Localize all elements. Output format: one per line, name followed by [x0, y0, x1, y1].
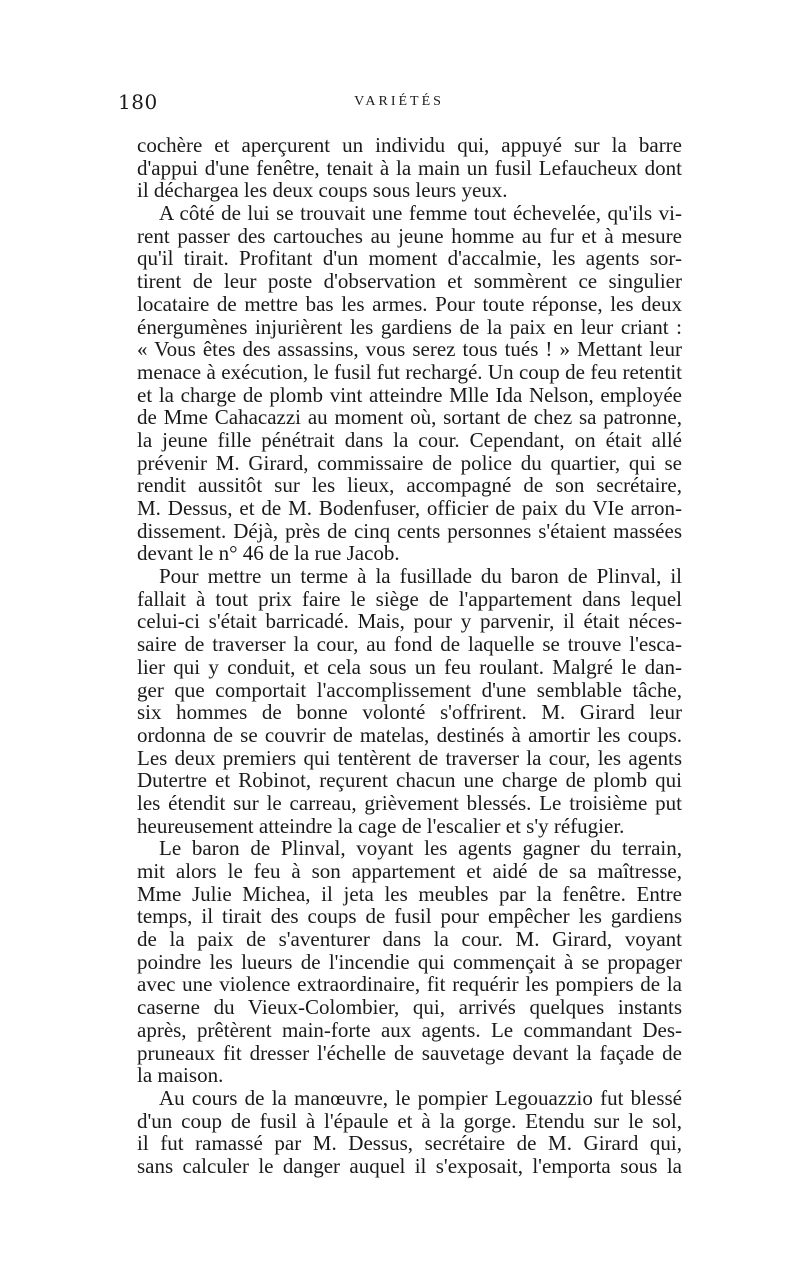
- text-line: rent passer des cartouches au jeune homme au fur et à mesure: [137, 223, 682, 248]
- text-line: qu'il tirait. Profitant d'un moment d'accalmie, les agents sor-: [137, 246, 682, 271]
- text-line: sans calculer le danger auquel il s'exposait, l'emporta sous la: [137, 1153, 682, 1178]
- text-line: six hommes de bonne volonté s'offrirent. M. Girard leur: [137, 700, 682, 725]
- running-title: VARIÉTÉS: [354, 94, 444, 109]
- text-line: temps, il tirait des coups de fusil pour empêcher les gardiens: [137, 904, 682, 929]
- text-line: il déchargea les deux coups sous leurs yeux.: [137, 178, 508, 203]
- text-line: la maison.: [137, 1063, 224, 1088]
- text-line: rendit aussitôt sur les lieux, accompagné de son secrétaire,: [137, 473, 682, 498]
- text-line: ordonna de se couvrir de matelas, destinés à amortir les coups.: [137, 722, 682, 747]
- text-line: heureusement atteindre la cage de l'escalier et s'y réfugier.: [137, 813, 625, 838]
- text-line: Les deux premiers qui tentèrent de traverser la cour, les agents: [137, 745, 682, 770]
- paragraph: [137, 1087, 682, 1178]
- text-line: Au cours de la manœuvre, le pompier Legouazzio fut blessé: [159, 1085, 682, 1110]
- page-number: 180: [118, 90, 158, 114]
- text-line: d'un coup de fusil à l'épaule et à la gorge. Etendu sur le sol,: [137, 1108, 682, 1133]
- text-line: A côté de lui se trouvait une femme tout échevelée, qu'ils vi-: [159, 201, 682, 226]
- text-line: la jeune fille pénétrait dans la cour. Cependant, on était allé: [137, 427, 682, 452]
- paragraph: [137, 134, 682, 202]
- text-line: de Mme Cahacazzi au moment où, sortant de chez sa patronne,: [137, 405, 682, 430]
- text-line: Mme Julie Michea, il jeta les meubles par la fenêtre. Entre: [137, 881, 682, 906]
- text-line: après, prêtèrent main-forte aux agents. Le commandant Des-: [137, 1017, 682, 1042]
- text-line: énergumènes injurièrent les gardiens de la paix en leur criant :: [137, 314, 682, 339]
- text-line: Pour mettre un terme à la fusillade du baron de Plinval, il: [159, 564, 682, 589]
- text-line: celui-ci s'était barricadé. Mais, pour y parvenir, il était néces-: [137, 609, 682, 634]
- text-line: saire de traverser la cour, au fond de laquelle se trouve l'esca-: [137, 632, 682, 657]
- text-line: fallait à tout prix faire le siège de l'appartement dans lequel: [137, 586, 682, 611]
- paragraph: [137, 202, 682, 565]
- text-line: pruneaux fit dresser l'échelle de sauvetage devant la façade de: [137, 1040, 682, 1065]
- text-line: cochère et aperçurent un individu qui, appuyé sur la barre: [137, 133, 682, 157]
- body-text: [137, 134, 682, 1178]
- text-line: ger que comportait l'accomplissement d'une semblable tâche,: [137, 677, 682, 702]
- text-line: devant le n° 46 de la rue Jacob.: [137, 541, 400, 566]
- text-line: d'appui d'une fenêtre, tenait à la main un fusil Lefaucheux dont: [137, 155, 682, 180]
- paragraph: [137, 837, 682, 1087]
- text-line: Le baron de Plinval, voyant les agents gagner du terrain,: [159, 836, 682, 861]
- text-line: il fut ramassé par M. Dessus, secrétaire de M. Girard qui,: [137, 1131, 682, 1156]
- text-line: avec une violence extraordinaire, fit requérir les pompiers de la: [137, 972, 682, 997]
- text-line: Dutertre et Robinot, reçurent chacun une charge de plomb qui: [137, 768, 682, 793]
- text-line: prévenir M. Girard, commissaire de police du quartier, qui se: [137, 450, 682, 475]
- text-line: de la paix de s'aventurer dans la cour. M. Girard, voyant: [137, 927, 682, 952]
- text-line: caserne du Vieux-Colombier, qui, arrivés quelques instants: [137, 995, 682, 1020]
- paragraph: [137, 565, 682, 837]
- text-line: menace à exécution, le fusil fut rechargé. Un coup de feu retentit: [137, 359, 682, 384]
- text-line: locataire de mettre bas les armes. Pour toute réponse, les deux: [137, 291, 682, 316]
- text-line: les étendit sur le carreau, grièvement blessés. Le troisième put: [137, 790, 682, 815]
- text-line: M. Dessus, et de M. Bodenfuser, officier de paix du VIe arron-: [137, 496, 682, 520]
- text-line: poindre les lueurs de l'incendie qui commençait à se propager: [137, 949, 682, 974]
- text-line: et la charge de plomb vint atteindre Mlle Ida Nelson, employée: [137, 382, 682, 407]
- text-line: tirent de leur poste d'observation et sommèrent ce singulier: [137, 269, 682, 294]
- text-line: dissement. Déjà, près de cinq cents personnes s'étaient massées: [137, 518, 682, 543]
- page-header: [118, 90, 680, 120]
- text-line: « Vous êtes des assassins, vous serez tous tués ! » Mettant leur: [137, 337, 682, 362]
- text-line: mit alors le feu à son appartement et aidé de sa maîtresse,: [137, 859, 682, 883]
- text-line: lier qui y conduit, et cela sous un feu roulant. Malgré le dan-: [137, 654, 682, 679]
